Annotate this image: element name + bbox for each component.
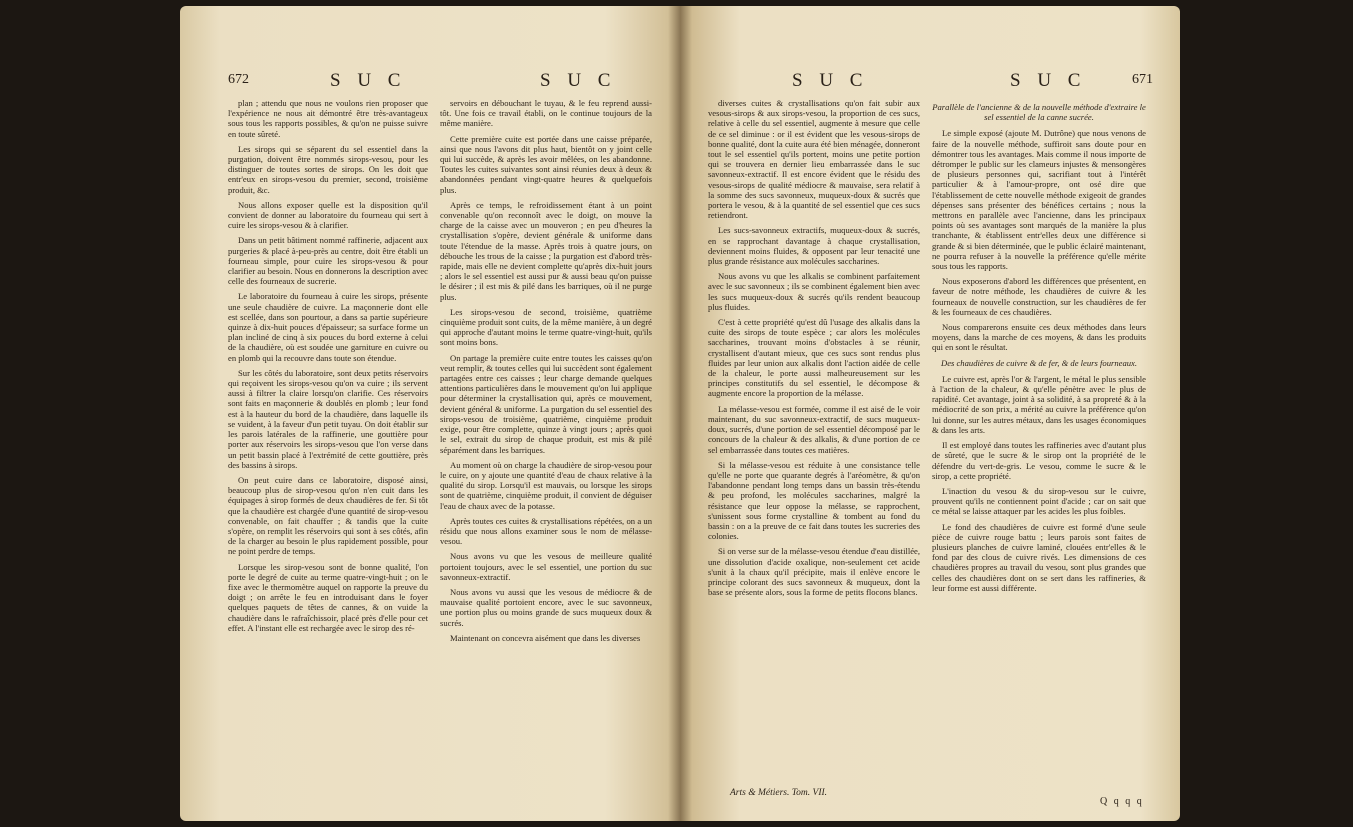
paragraph: Nous avons vu que les alkalis se combinent parfaitement avec le suc savonneux ; ils se combinent également bien avec les sucs muqueux-doux & sucrés qu'ils rendent beaucoup plus fluides. (708, 271, 920, 312)
paragraph: Nous allons exposer quelle est la disposition qu'il convient de donner au laboratoire du fourneau qui sert à cuire les sirops-vesou & à clarifier. (228, 199, 428, 231)
paragraph: La mélasse-vesou est formée, comme il est aisé de le voir maintenant, du suc savonneux-extractif, de sucs muqueux-doux, sucrés, d'une portion de sel essentiel décomposé par le concours de la chaleur & des alkalis, & d'une portion de ce sel embarrassée dans toutes ces matières. (708, 403, 920, 455)
paragraph: Le fond des chaudières de cuivre est formé d'une seule pièce de cuivre rouge battu ; leurs parois sont faites de plusieurs planches de cuivre laminé, clouées entr'elles & le fond par des clous de cuivre rivés. Les dimensions de ces chaudières propres au travail du vesou, sont plus grandes que celles des chaudières dont on se sert dans les raffineries, & leur forme est aussi différente. (932, 521, 1146, 593)
text-column-left-1 (228, 98, 428, 638)
paragraph: Nous comparerons ensuite ces deux méthodes dans leurs moyens, dans la marche de ces moyens, & dans les produits qui en sont le résultat. (932, 322, 1146, 353)
signature-mark: Q q q q (1100, 796, 1144, 807)
paragraph: plan ; attendu que nous ne voulons rien proposer que l'expérience ne nous ait démontré être très-avantageux sous tous les rapports possibles, & qu'on ne puisse suivre en toute sûreté. (228, 98, 428, 139)
paragraph: Si la mélasse-vesou est réduite à une consistance telle qu'elle ne porte que quarante degrés à l'aréomètre, & qu'on l'abandonne pendant long temps dans un bassin très-étendu & peu profond, les molécules saccharines, malgré la résistance que leur oppose la mélasse, se rapprochent, s'unissent sous forme crystalline & tombent au fond du bassin : on a la preuve de ce fait dans toutes les sucreries des colonies. (708, 459, 920, 542)
paragraph: Au moment où on charge la chaudière de sirop-vesou pour le cuire, on y ajoute une quantité d'eau de chaux relative à la qualité du sirop. Lorsqu'il est mauvais, ou lorsque les sirops sont de quatrième, cinquième produit, il convient de déguiser l'eau de chaux avec de la potasse. (440, 459, 652, 511)
section-heading: Des chaudières de cuivre & de fer, & de leurs fourneaux. (940, 357, 1137, 368)
right-page (680, 6, 1180, 821)
paragraph: Le cuivre est, après l'or & l'argent, le métal le plus sensible à l'action de la chaleur, & qu'elle pénètre avec le plus de rapidité. Cet avantage, joint à sa solidité, à sa propreté & à la médiocrité de son prix, a mérité au cuivre la préférence qu'on lui donne, sur les autres métaux, dans les usages économiques & dans les arts. (932, 373, 1146, 435)
paragraph: Nous avons vu que les vesous de meilleure qualité portoient toujours, avec le sel essentiel, une portion du suc savonneux-extractif. (440, 551, 652, 582)
text-column-right-2 (932, 98, 1146, 598)
page-number-right: 671 (1132, 72, 1153, 87)
paragraph: On peut cuire dans ce laboratoire, disposé ainsi, beaucoup plus de sirop-vesou qu'on n'en cuit dans les équipages à sirop formés de deux chaudières de fer. Si tôt que la chaudière est chargée d'une quantité de sirop-vesou convenable, on fait chauffer ; & tandis que la cuite s'opère, on remplit les réservoirs qui sont à ses côtés, afin de la charger au besoin le plus rapidement possible, pour ne point perdre de temps. (228, 474, 428, 557)
running-head: S U C (1010, 70, 1087, 91)
paragraph: Il est employé dans toutes les raffineries avec d'autant plus de sûreté, que le sucre & le sirop ont la propriété de le défendre du vert-de-gris. Le vesou, comme le sucre & le sirop, a cette propriété. (932, 440, 1146, 481)
left-page (180, 6, 680, 821)
running-head: S U C (540, 70, 617, 91)
running-head: S U C (792, 70, 869, 91)
paragraph: Après ce temps, le refroidissement étant à un point convenable qu'on reconnoît avec le doigt, on mouve la charge de la caisse avec un mouveron ; en peu d'heures la crystallisation s'opère, devient générale & uniforme dans toute l'étendue de la masse. Après trois à quatre jours, on débouche les trous de la caisse ; la purgation est d'abord très-rapide, mais elle ne devient complette qu'après dix-huit jours ; alors le sel essentiel est aussi pur & aussi beau qu'on puisse le désirer ; il est mis & pilé dans les barriques, où il ne purge plus. (440, 199, 652, 302)
paragraph: Cette première cuite est portée dans une caisse préparée, ainsi que nous l'avons dit plus haut, bientôt on y joint celle qui lui succède, & après les avoir mêlées, on les abandonne. Toutes les cuites suivantes sont ainsi réunies deux à deux & abandonnées pendant vingt-quatre heures & quelquefois plus. (440, 133, 652, 195)
paragraph: Après toutes ces cuites & crystallisations répétées, on a un résidu que nous allons examiner sous le nom de mélasse-vesou. (440, 515, 652, 547)
paragraph: Les sucs-savonneux extractifs, muqueux-doux & sucrés, en se rapprochant davantage à chaque crystallisation, deviennent moins fluides, & opposent par leur tenacité une plus grande résistance aux molécules saccharines. (708, 225, 920, 267)
paragraph: Sur les côtés du laboratoire, sont deux petits réservoirs qui reçoivent les sirops-vesou qu'on va cuire ; ils servent aussi à filtrer la claire lorsqu'on clarifie. Ces réservoirs sont faits en maçonnerie & doublés en plomb ; leur fond est à la hauteur du bord de la chaudière, dans laquelle ils se vuident, à la faveur d'un petit tuyau. On doit établir sur les parois latérales de la raffinerie, une gouttière pour porter aux réservoirs les sirops-vesou que l'on verse dans un petit bassin placé à l'extrémité de cette gouttière, près des bassins à sirops. (228, 367, 428, 470)
running-head: S U C (330, 70, 407, 91)
right-page-header (680, 70, 1180, 92)
paragraph: Maintenant on concevra aisément que dans les diverses (450, 632, 641, 643)
paragraph: Les sirops qui se séparent du sel essentiel dans la purgation, doivent être nommés sirops-vesou, pour les distinguer de toutes sortes de sirops. On les doit que entr'eux en sirops-vesou du premier, second, troisième produit, &c. (228, 143, 428, 195)
book-gutter (668, 6, 692, 821)
paragraph: L'inaction du vesou & du sirop-vesou sur le cuivre, prouvent qu'ils ne contiennent point d'acide ; car on sait que ce métal se laisse attaquer par les acides les plus foibles. (932, 485, 1146, 517)
paragraph: Nous avons vu aussi que les vesous de médiocre & de mauvaise qualité portoient encore, avec le suc savonneux, une portion plus ou moins grande de sucs muqueux doux & sucrés. (440, 586, 652, 628)
paragraph: Si on verse sur de la mélasse-vesou étendue d'eau distillée, une dissolution d'acide oxalique, non-seulement cet acide s'unit à la chaux qu'il précipite, mais il enlève encore le principe colorant des sucs savonneux & muqueux, dont la base se présente alors, sous la forme de petits flocons blancs. (708, 546, 921, 598)
paragraph: Dans un petit bâtiment nommé raffinerie, adjacent aux purgeries & placé à-peu-près au centre, doit être établi un fourneau simple, pour cuire les sirops-vesou & pour clarifier au besoin. Nous en donnerons la description avec celle des fourneaux de sucrerie. (228, 235, 428, 287)
paragraph: On partage la première cuite entre toutes les caisses qu'on veut remplir, & toutes celles qui lui succèdent sont également partagées entre ces caisses ; leur charge demande quelques attentions particulières dans le mouvement qu'on lui applique pour déterminer la crystallisation qui, après ce mouvement, devient général & uniforme. La purgation du sel essentiel des sirops-vesou de troisième, quatrième, cinquième produit exige, pour être complette, quinze à vingt jours ; après quoi le sel, extrait du sirop de chaque produit, est mis & pilé séparément dans les barriques. (440, 352, 652, 455)
paragraph: Le simple exposé (ajoute M. Dutrône) que nous venons de faire de la nouvelle méthode, suffiroit sans doute pour en démontrer tous les avantages. Mais comme il nous importe de détromper le public sur les clameurs injustes & mensongères de plusieurs personnes qui, sacrifiant tout à l'intérêt particulier & à l'amour-propre, ont osé dire que l'établissement de cette nouvelle méthode exigeoit de grandes dépenses sans présenter des bénéfices certains ; nous la mettrons en parallèle avec l'ancienne, dans les principaux points où ses avantages sont marqués de la manière la plus tranchante, & établissent entr'elles deux une différence si grande & si bien déterminée, que le public éclairé maintenant, ne pourra refuser à la nouvelle la préférence qu'elle mérite sous tous les rapports. (932, 128, 1146, 272)
section-heading: Parallèle de l'ancienne & de la nouvelle méthode d'extraire le sel essentiel de la canne sucrée. (932, 102, 1146, 123)
paragraph: C'est à cette propriété qu'est dû l'usage des alkalis dans la cuite des sirops de toute espèce ; car alors les molécules saccharines, trouvant moins d'obstacles à se réunir, crystallisent d'autant mieux, que ces sucs sont rendus plus fluides par leur union aux alkalis dont l'action aidée de celle de la chaleur, le porte aussi malheureusement sur les principes constitutifs du sel essentiel, le décompose & augmente encore la proportion de la mélasse. (708, 317, 920, 399)
text-column-left-2 (440, 98, 652, 648)
volume-footer: Arts & Métiers. Tom. VII. (730, 788, 828, 798)
text-column-right-1 (708, 98, 920, 602)
open-book (180, 6, 1180, 821)
paragraph: Nous exposerons d'abord les différences que présentent, en faveur de notre méthode, les chaudières de cuivre & les fourneaux de nouvelle construction, sur les chaudières de fer & les fourneaux de ces chaudières. (932, 276, 1146, 317)
paragraph: Le laboratoire du fourneau à cuire les sirops, présente une seule chaudière de cuivre. La maçonnerie dont elle est scellée, dans son pourtour, a dans sa partie supérieure quinze à dix-huit pouces d'épaisseur; sa surface forme un plan incliné de cinq à six pouces du bord externe à celui de la chaudière, où est soudée une garniture en cuivre ou en plomb qui la recouvre dans toute son étendue. (228, 291, 428, 363)
paragraph: servoirs en débouchant le tuyau, & le feu reprend aussi-tôt. Une fois ce travail établi, on le continue toujours de la même manière. (440, 98, 652, 129)
left-page-header (180, 70, 680, 92)
paragraph: diverses cuites & crystallisations qu'on fait subir aux vesous-sirops & aux sirops-vesou, la proportion de ces sucs, relative à celle du sel essentiel, augmente à mesure que celle de ce sel diminue : or il est évident que les vesous-sirops de bonne qualité, dont la cuite aura été bien ménagée, donneront tout le sel essentiel qu'ils portent, moins une petite portion qui se trouvera en dernier lieu embarrassée dans le suc savonneux-extractif. Il est encore évident que le résidu des vesous-sirops de qualité médiocre & mauvaise, sera relatif à la somme des sucs savonneux, muqueux-doux & sucrés que portera le vesou, & à la quantité de sel essentiel que ces sucs retiendront. (708, 98, 920, 221)
page-number-left: 672 (228, 72, 249, 87)
paragraph: Lorsque les sirop-vesou sont de bonne qualité, l'on porte le degré de cuite au terme quatre-vingt-huit ; on le fixe avec le thermomètre auquel on rapporte la preuve du doigt ; on arrête le feu en introduisant dans le foyer quelques paquets de têtes de cannes, & on vuide la chaudière dans le rafraîchissoir, placé près d'elle pour cet effet. A l'instant elle est rechargée avec le sirop des ré- (228, 561, 428, 633)
paragraph: Les sirops-vesou de second, troisième, quatrième cinquième produit sont cuits, de la même manière, à un degré qui approche d'autant moins le terme quatre-vingt-huit, qu'ils sont moins bons. (440, 306, 652, 348)
